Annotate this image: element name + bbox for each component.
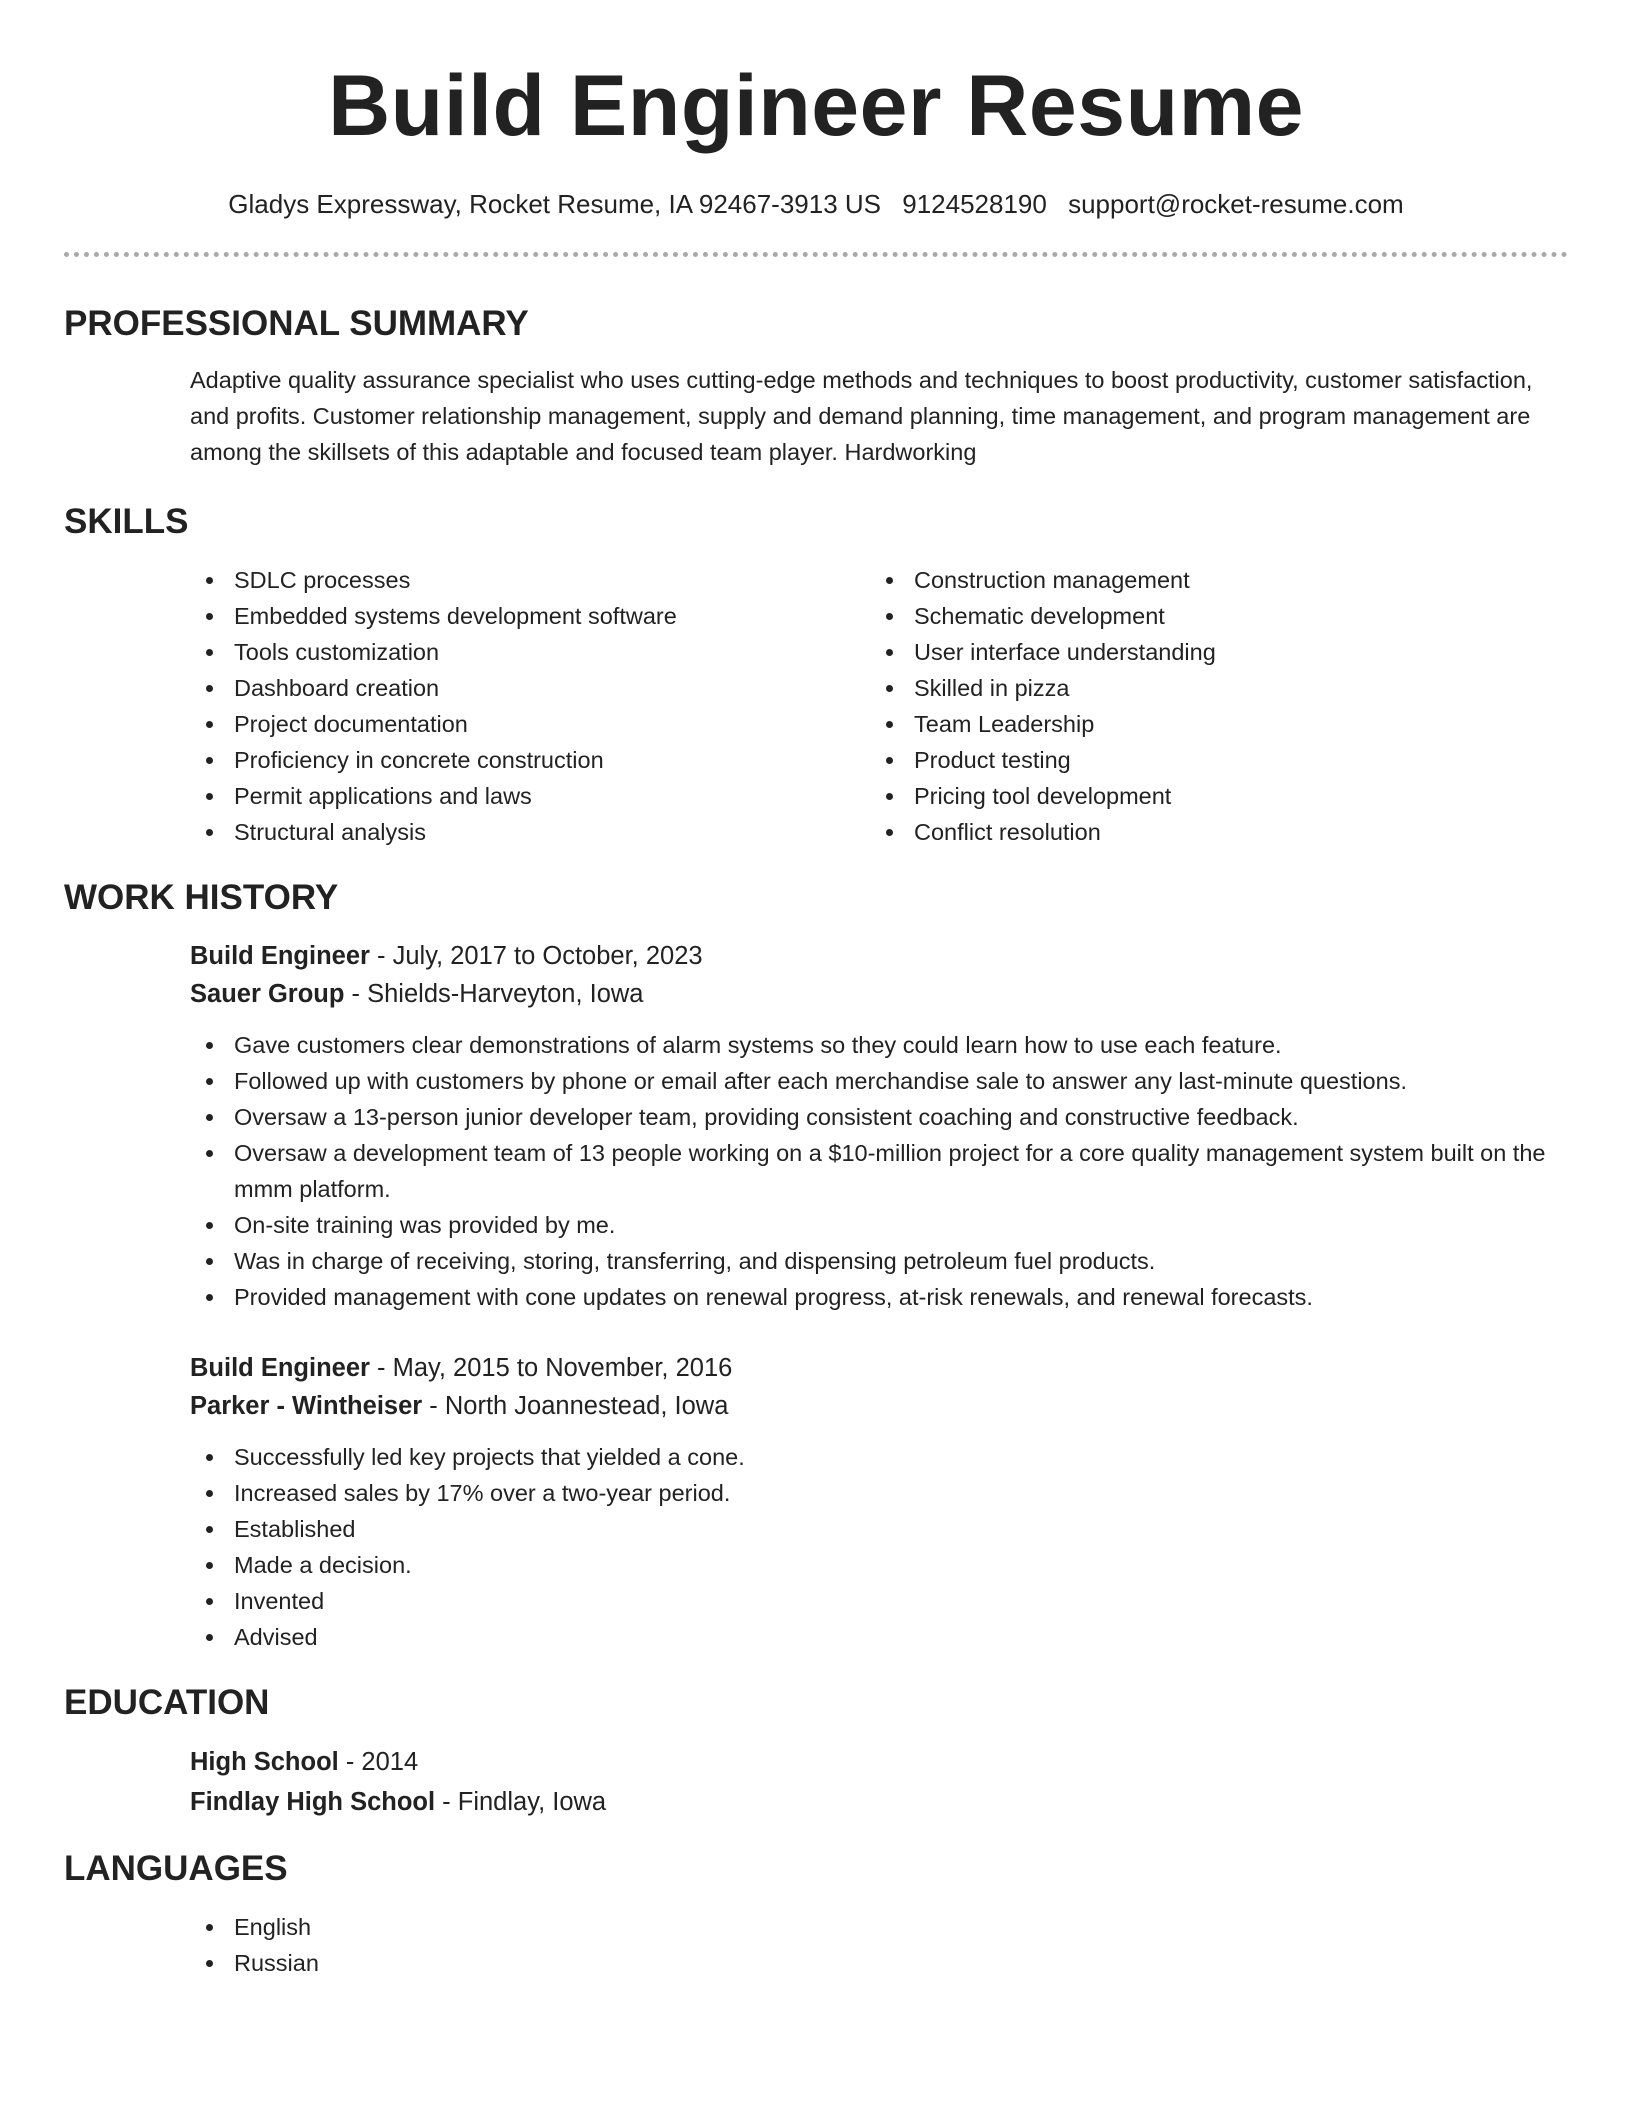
skill-item: Skilled in pizza — [870, 670, 1550, 706]
skills-section — [64, 500, 1568, 850]
job-bullet: Established — [190, 1511, 1568, 1547]
education-school: Findlay High School — [190, 1788, 436, 1816]
job-location: - Shields-Harveyton, Iowa — [344, 980, 644, 1008]
job-bullets — [190, 1027, 1568, 1315]
job-bullet: On-site training was provided by me. — [190, 1207, 1568, 1243]
education-heading: EDUCATION — [64, 1683, 270, 1722]
job-bullet: Successfully led key projects that yielded a cone. — [190, 1439, 1568, 1475]
contact-email: support@rocket-resume.com — [1068, 189, 1404, 219]
skill-item: User interface understanding — [870, 634, 1550, 670]
education-section — [64, 1681, 1568, 1821]
job-title-line — [190, 1349, 1568, 1387]
skill-item: Embedded systems development software — [190, 598, 870, 634]
education-school-line — [190, 1783, 1568, 1821]
resume-title: Build Engineer Resume — [328, 58, 1304, 154]
skill-item: Product testing — [870, 742, 1550, 778]
education-year: - 2014 — [338, 1748, 419, 1776]
education-degree-line — [190, 1743, 1568, 1781]
contact-line — [64, 188, 1568, 220]
languages-list — [190, 1909, 1568, 1981]
job-company: Sauer Group — [190, 980, 345, 1008]
job-dates: - May, 2015 to November, 2016 — [369, 1354, 733, 1382]
education-location: - Findlay, Iowa — [435, 1788, 607, 1816]
job-company-line — [190, 975, 1568, 1013]
job-company: Parker - Wintheiser — [190, 1392, 423, 1420]
skill-item: Conflict resolution — [870, 814, 1550, 850]
job-bullet: Gave customers clear demonstrations of alarm systems so they could learn how to use each feature. — [190, 1027, 1568, 1063]
header-divider — [64, 252, 1568, 257]
summary-section — [64, 302, 1568, 470]
language-item: English — [190, 1909, 1568, 1945]
summary-heading: PROFESSIONAL SUMMARY — [64, 304, 529, 343]
skill-item: Dashboard creation — [190, 670, 870, 706]
job-bullets — [190, 1439, 1568, 1655]
skill-item: Tools customization — [190, 634, 870, 670]
job-bullet: Invented — [190, 1583, 1568, 1619]
job-bullet: Was in charge of receiving, storing, transferring, and dispensing petroleum fuel products. — [190, 1243, 1568, 1279]
skill-item: Permit applications and laws — [190, 778, 870, 814]
job-entry — [64, 1349, 1568, 1655]
job-bullet: Followed up with customers by phone or email after each merchandise sale to answer any last-minute questions. — [190, 1063, 1568, 1099]
job-location: - North Joannestead, Iowa — [422, 1392, 729, 1420]
contact-address: Gladys Expressway, Rocket Resume, IA 92467-3913 US — [228, 189, 881, 219]
skill-item: SDLC processes — [190, 562, 870, 598]
skill-item: Team Leadership — [870, 706, 1550, 742]
job-bullet: Advised — [190, 1619, 1568, 1655]
job-entry — [64, 937, 1568, 1315]
job-bullet: Made a decision. — [190, 1547, 1568, 1583]
job-title: Build Engineer — [190, 942, 370, 970]
skill-item: Proficiency in concrete construction — [190, 742, 870, 778]
skill-item: Schematic development — [870, 598, 1550, 634]
skill-item: Pricing tool development — [870, 778, 1550, 814]
resume-page — [64, 0, 1568, 1981]
languages-heading: LANGUAGES — [64, 1849, 288, 1888]
job-bullet: Increased sales by 17% over a two-year period. — [190, 1475, 1568, 1511]
job-company-line — [190, 1387, 1568, 1425]
job-title: Build Engineer — [190, 1354, 370, 1382]
language-item: Russian — [190, 1945, 1568, 1981]
job-dates: - July, 2017 to October, 2023 — [369, 942, 703, 970]
skills-heading: SKILLS — [64, 502, 189, 541]
skill-item: Structural analysis — [190, 814, 870, 850]
job-bullet: Oversaw a development team of 13 people working on a $10-million project for a core quality management system built on the mmm platform. — [190, 1135, 1568, 1207]
skill-item: Project documentation — [190, 706, 870, 742]
education-degree: High School — [190, 1748, 339, 1776]
work-history-heading: WORK HISTORY — [64, 878, 339, 917]
job-bullet: Provided management with cone updates on renewal progress, at-risk renewals, and renewal forecasts. — [190, 1279, 1568, 1315]
languages-section — [64, 1847, 1568, 1981]
work-history-section — [64, 876, 1568, 1655]
job-bullet: Oversaw a 13-person junior developer team, providing consistent coaching and constructive feedback. — [190, 1099, 1568, 1135]
job-title-line — [190, 937, 1568, 975]
summary-text: Adaptive quality assurance specialist who uses cutting-edge methods and techniques to boost productivity, customer satisfaction, and profits. Customer relationship management, supply and demand planning, time management, and program management are among the skillsets of this adaptable and focused team player. Hardworking — [190, 367, 1533, 465]
skill-item: Construction management — [870, 562, 1550, 598]
skills-list-left — [190, 562, 870, 850]
skills-list-right — [870, 562, 1550, 850]
contact-phone: 9124528190 — [902, 189, 1047, 219]
